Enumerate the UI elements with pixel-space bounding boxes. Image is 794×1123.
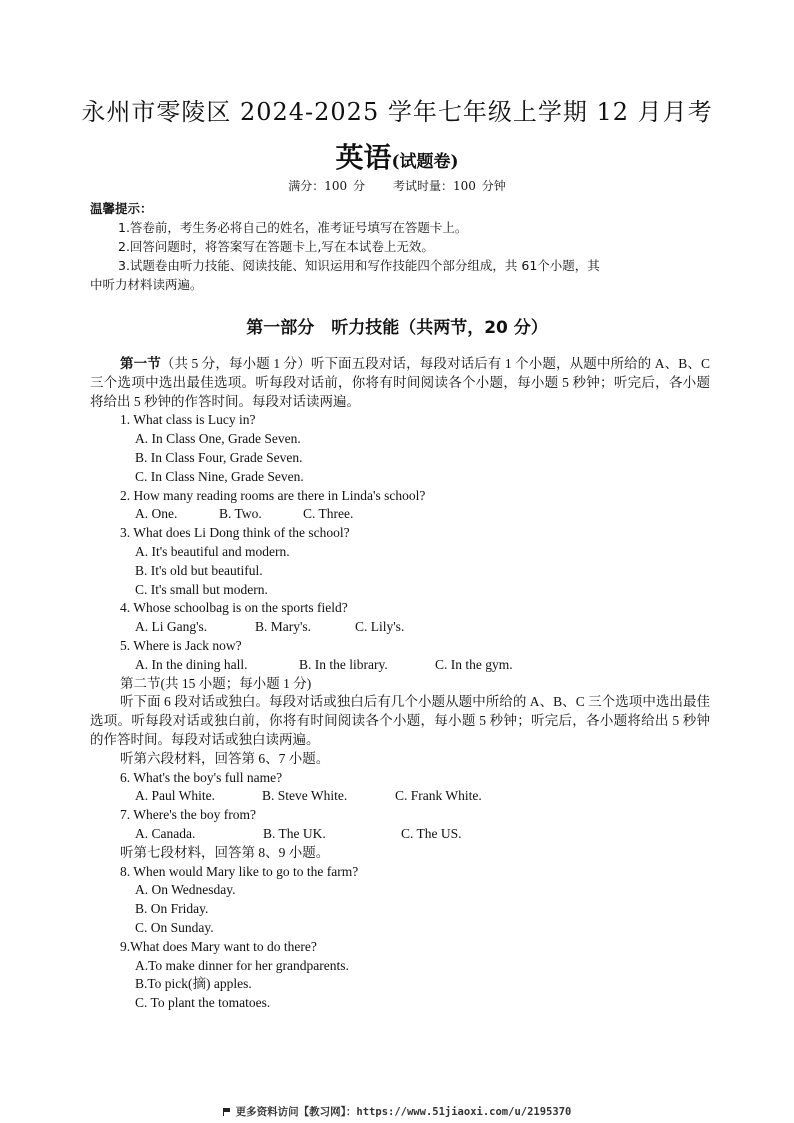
option: A. On Wednesday. — [135, 882, 236, 898]
option: C. Lily's. — [355, 619, 405, 635]
tip-item: 2.回答问题时，将答案写在答题卡上,写在本试卷上无效。 — [118, 239, 434, 254]
option: B. The UK. — [263, 825, 326, 841]
options-row — [90, 825, 710, 844]
option: C. In the gym. — [435, 656, 513, 672]
option: C. In Class Nine, Grade Seven. — [135, 468, 304, 484]
option: C. It's small but modern. — [135, 581, 268, 597]
options-row — [90, 618, 710, 637]
exam-time: 考试时量：100 分钟 — [393, 179, 506, 193]
option: C. To plant the tomatoes. — [135, 995, 271, 1011]
footer-link[interactable]: 更多资料访问【教习网】：https://www.51jiaoxi.com/u/2195370 — [235, 1106, 572, 1118]
subject-name: 英语 — [335, 141, 392, 174]
option: A. It's beautiful and modern. — [135, 543, 290, 559]
option: C. The US. — [401, 825, 462, 841]
option: A. One. — [135, 506, 178, 522]
option: C. Three. — [303, 506, 354, 522]
tip-item: 3.试题卷由听力技能、阅读技能、知识运用和写作技能四个部分组成，共 61个小题，其 — [118, 258, 600, 273]
full-score: 满分：100 分 — [288, 179, 365, 193]
section1-label: 第一节 — [120, 356, 161, 371]
material-note: 听第六段材料，回答第 6、7 小题。 — [120, 750, 330, 766]
flag-icon — [223, 1108, 232, 1116]
question-4: 4. Whose schoolbag is on the sports field? — [120, 600, 348, 616]
material-note: 听第七段材料，回答第 8、9 小题。 — [120, 844, 330, 860]
option: B. Mary's. — [255, 619, 312, 635]
exam-meta — [0, 177, 794, 194]
options-row — [90, 787, 710, 806]
option: A. Canada. — [135, 825, 196, 841]
question-7: 7. Where's the boy from? — [120, 807, 257, 823]
option: C. On Sunday. — [135, 919, 214, 935]
listening-section — [90, 355, 710, 1013]
option: A.To make dinner for her grandparents. — [135, 957, 349, 973]
option: C. Frank White. — [395, 788, 482, 804]
option: B. Two. — [219, 506, 262, 522]
question-2: 2. How many reading rooms are there in Linda's school? — [120, 487, 426, 503]
question-1: 1. What class is Lucy in? — [120, 412, 256, 428]
question-9: 9.What does Mary want to do there? — [120, 938, 317, 954]
footer — [0, 1104, 794, 1119]
option: B. It's old but beautiful. — [135, 562, 263, 578]
tips-heading: 温馨提示： — [90, 201, 153, 216]
tip-item: 1.答卷前，考生务必将自己的姓名，准考证号填写在答题卡上。 — [118, 220, 468, 235]
options-row — [90, 505, 710, 524]
option: B.To pick(摘) apples. — [135, 976, 252, 992]
option: B. In Class Four, Grade Seven. — [135, 449, 303, 465]
exam-title: 永州市零陵区 2024-2025 学年七年级上学期 12 月月考 — [81, 98, 713, 126]
question-5: 5. Where is Jack now? — [120, 637, 242, 653]
tips-box — [90, 199, 710, 294]
option: A. Paul White. — [135, 788, 215, 804]
option: B. On Friday. — [135, 901, 209, 917]
option: A. Li Gang's. — [135, 619, 208, 635]
tip-continuation: 中听力材料读两遍。 — [90, 277, 203, 292]
option: A. In the dining hall. — [135, 656, 248, 672]
section2-heading: 第二节(共 15 小题；每小题 1 分) — [120, 675, 312, 691]
question-6: 6. What's the boy's full name? — [120, 769, 283, 785]
question-8: 8. When would Mary like to go to the farm? — [120, 863, 359, 879]
option: A. In Class One, Grade Seven. — [135, 431, 301, 447]
option: B. Steve White. — [262, 788, 348, 804]
option: B. In the library. — [299, 656, 388, 672]
section1-instructions: 第一节（共 5 分，每小题 1 分）听下面五段对话，每段对话后有 1 个小题，从题中所给的 A、B、C 三个选项中选出最佳选项。听每段对话前，你将有时间阅读各个小题，每小题 5 秒钟；听完后，各小题将给出 5 秒钟的作答时间。每段对话读两遍。 — [90, 356, 710, 409]
question-3: 3. What does Li Dong think of the school? — [120, 525, 350, 541]
section2-instructions: 听下面 6 段对话或独白。每段对话或独白后有几个小题从题中所给的 A、B、C 三个选项中选出最佳选项。听每段对话或独白前，你将有时间阅读各个小题，每小题 5 秒钟；听完后，各小题将给出 5 秒钟的作答时间。每段对话或独白读两遍。 — [90, 694, 710, 747]
subject-heading — [0, 136, 794, 176]
part-one-title: 第一部分 听力技能（共两节，20 分） — [246, 318, 548, 338]
subject-paper-type: (试题卷) — [391, 152, 459, 172]
options-row — [90, 656, 710, 675]
